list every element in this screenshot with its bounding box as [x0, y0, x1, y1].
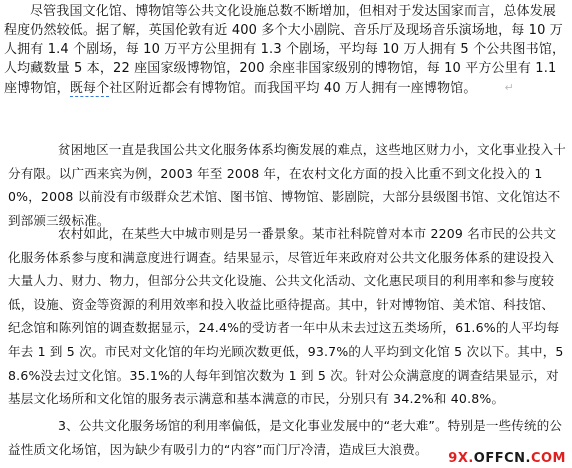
watermark-part-2: OFFCN.: [473, 451, 531, 466]
paragraph-1-text-b: 社区附近都会有博物馆。而我国平均 40 万人拥有一座博物馆。: [109, 81, 477, 96]
watermark-logo: [448, 451, 566, 466]
paragraph-4: 3、公共文化服务场馆的利用率偏低，是文化事业发展中的“老大难”。特别是一些传统的公益性质文化场馆，因为缺少有吸引力的“内容”而门厅冷清，造成巨大浪费。: [8, 418, 563, 457]
paragraph-1-text-a: 尽管我国文化馆、博物馆等公共文化设施总数不断增加，但相对于发达国家而言，总体发展程度仍然较低。据了解，英国伦敦有近 400 多个大小剧院、音乐厅及现场音乐演场地，每 10 万人拥有 1.4 个剧场，每 10 万平方公里拥有 1.3 个剧场，平均每 10 万人拥有 5 个公共图书馆，人均藏数量 5 本，22 座国家级博物馆，200 余座非国家级别的博物馆，每 10 平方公里有 1.1 座博物馆，: [4, 4, 566, 96]
watermark-part-3: COM: [530, 451, 566, 466]
paragraph-3: 农村如此，在某些大中城市则是另一番景象。某市社科院曾对本市 2209 名市民的公共文化服务体系参与度和满意度进行调查。结果显示，尽管近年来政府对公共文化服务体系的建设投入大量人力、财力、物力，但部分公共文化设施、公共文化活动、文化惠民项目的利用率和参与度较低，设施、资金等资源的利用效率和投入收益比亟待提高。其中，针对博物馆、美术馆、科技馆、纪念馆和陈列馆的调查数据显示，24.4%的受访者一年中从未去过这五类场所，61.6%的人平均每年去 1 到 5 次。市民对文化馆的年均光顾次数更低，93.7%的人平均到文化馆 5 次以下。其中，58.6%没去过文化馆。35.1%的人每年到馆次数为 1 到 5 次。针对公众满意度的调查结果显示，对基层文化场所和文化馆的服务表示满意和基本满意的市民，分别只有 34.2%和 40.8%。: [8, 226, 564, 407]
paragraph-1: [4, 2, 566, 98]
spellcheck-underlined-text: 既每个: [69, 81, 110, 96]
paragraph-mark-icon: ↵: [504, 81, 514, 94]
watermark-part-1: 9X.: [448, 451, 474, 466]
paragraph-2: 贫困地区一直是我国公共文化服务体系均衡发展的难点，这些地区财力小，文化事业投入十分有限。以广西来宾为例，2003 年至 2008 年，在农村文化方面的投入比重不到文化投入的 10%，2008 以前没有市级群众艺术馆、图书馆、博物馆、影剧院，大部分县级图书馆、文化馆达不到部颁三级标准。: [8, 142, 567, 228]
